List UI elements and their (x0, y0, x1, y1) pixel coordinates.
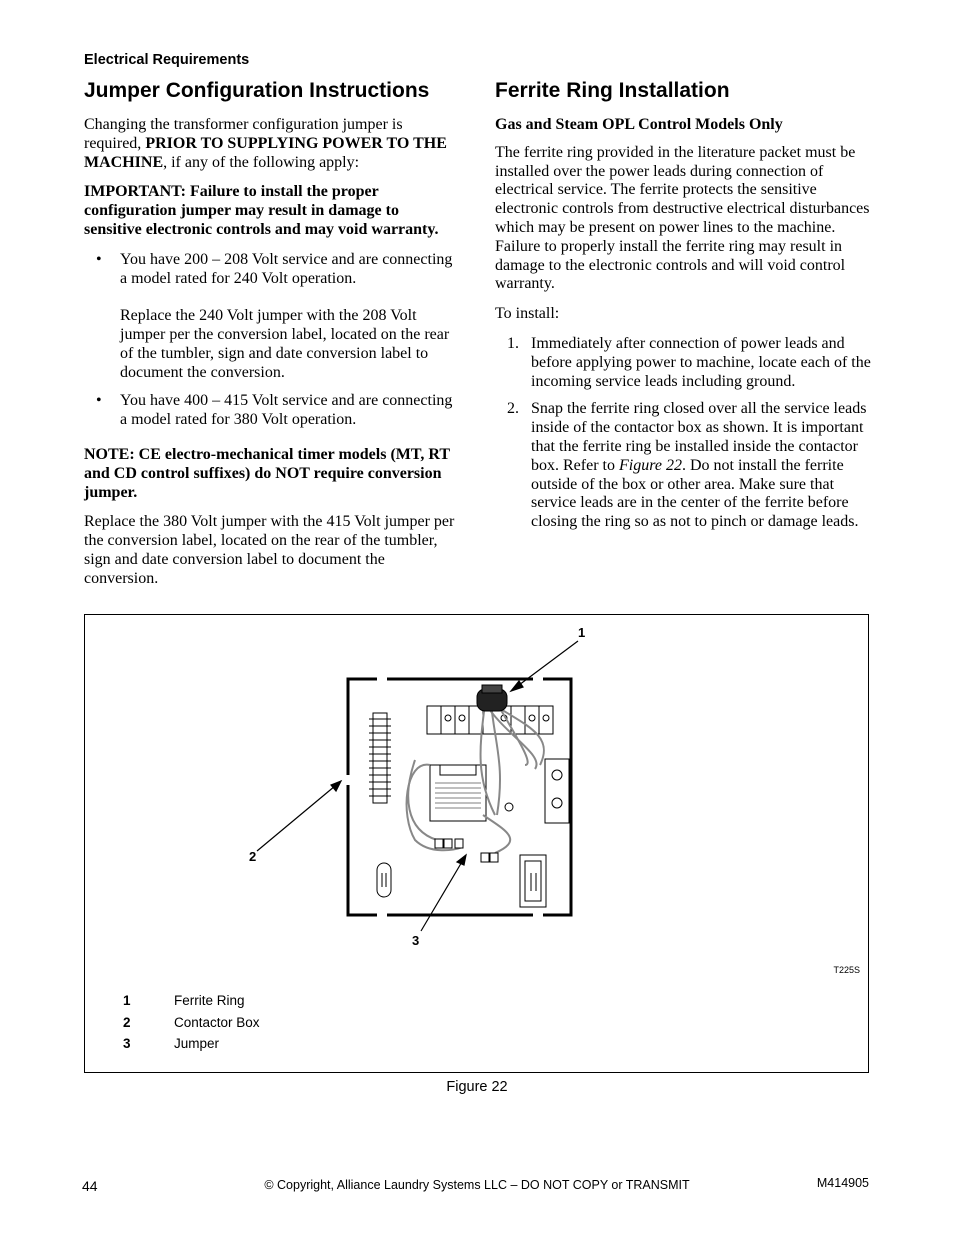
legend-row: 3 Jumper (123, 1036, 220, 1051)
ferrite-ring-graphic (477, 685, 507, 711)
figure-code: T225S (833, 965, 860, 975)
legend-row: 1 Ferrite Ring (123, 993, 245, 1008)
legend-row: 2 Contactor Box (123, 1014, 260, 1030)
list-item: • You have 200 – 208 Volt service and are connecting a model rated for 240 Volt operation. Replace the 240 Volt jumper with the 208 Volt jumper per the conversion label, located on the rear of the tumbler, sign and date conversion label to document the conversion. (96, 250, 453, 381)
copyright-notice: © Copyright, Alliance Laundry Systems LLC – DO NOT COPY or TRANSMIT (264, 1178, 690, 1192)
relay-graphic (520, 855, 546, 907)
page-number: 44 (82, 1178, 98, 1194)
figure-frame (84, 614, 869, 1073)
figure-caption: Figure 22 (446, 1079, 508, 1095)
callout-1: 1 (578, 625, 586, 640)
figure-legend (123, 993, 260, 1058)
fuse-holder-graphic (377, 863, 391, 897)
right-column (495, 78, 871, 541)
important-notice: IMPORTANT: Failure to install the proper configuration jumper may result in damage to sensitive electronic controls and may void warranty. (84, 183, 439, 238)
bullet-icon: • (96, 250, 102, 268)
callout-2: 2 (249, 849, 257, 864)
document-id: M414905 (816, 1176, 869, 1190)
install-steps (495, 335, 871, 532)
list-item: • You have 400 – 415 Volt service and are connecting a model rated for 380 Volt operation. (96, 392, 453, 429)
callout-3: 3 (412, 933, 420, 948)
to-install-label: To install: (495, 305, 560, 323)
side-component-graphic (545, 759, 569, 823)
list-item: 2. Snap the ferrite ring closed over all the service leads inside of the contactor box as shown. It is important that the ferrite ring be installed inside the contactor box. Refer to Figure 22. Do not install the ferrite outside of the box or other area. Make sure that service leads are in the center of the ferrite before closing the ring so as not to pinch or damage leads. (507, 400, 867, 531)
figure-reference-link[interactable]: Figure 22 (618, 456, 682, 474)
ferrite-body: The ferrite ring provided in the literature packet must be installed over the power leads during connection of electrical service. The ferrite protects the sensitive electronic controls from destructive electrical disturbances which may be present on power lines to the machine. Failure to properly install the ferrite ring may result in damage to the electronic controls and will void control warranty. (495, 143, 870, 293)
bullet-icon: • (96, 392, 102, 410)
jumper-closing: Replace the 380 Volt jumper with the 415 Volt jumper per the conversion label, located on the rear of the tumbler, sign and date conversion label to document the conversion. (84, 513, 455, 587)
ferrite-subhead: Gas and Steam OPL Control Models Only (495, 116, 783, 133)
section-label: Electrical Requirements (84, 52, 250, 68)
jumper-intro: Changing the transformer configuration jumper is required, PRIOR TO SUPPLYING POWER TO THE MACHINE, if any of the following apply: (84, 116, 447, 171)
ferrite-section-title: Ferrite Ring Installation (495, 79, 730, 102)
left-column (84, 78, 460, 600)
condition-list (84, 251, 460, 430)
jumper-section-title: Jumper Configuration Instructions (84, 79, 430, 102)
list-item: 1. Immediately after connection of power leads and before applying power to machine, locate each of the incoming service leads including ground. (507, 334, 871, 390)
ce-note: NOTE: CE electro-mechanical timer models (MT, RT and CD control suffixes) do NOT require conversion jumper. (84, 445, 450, 501)
